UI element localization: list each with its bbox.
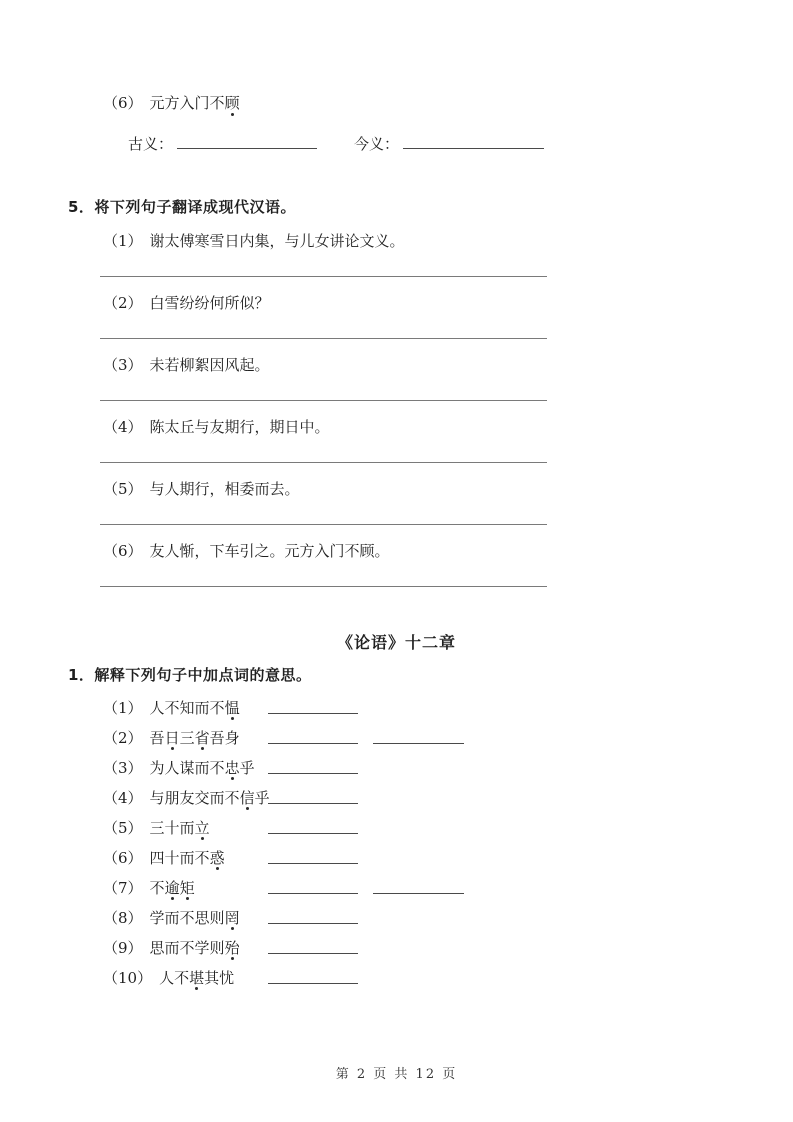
translation-item — [0, 357, 793, 401]
word-explanation-item — [0, 844, 793, 874]
item-text: 三十而 — [149, 819, 195, 837]
dotted-char: 堪 — [189, 969, 205, 987]
item-number: （2） — [103, 729, 143, 747]
item-text: 乎 — [254, 789, 270, 807]
item-number: （6） — [103, 849, 143, 867]
item-text: 乎 — [239, 759, 255, 777]
item-text: 与人期行，相委而去。 — [149, 480, 300, 498]
dotted-char: 顾 — [224, 94, 240, 112]
answer-blank — [268, 820, 358, 834]
item-text: 学而不思则 — [149, 909, 225, 927]
word-explanation-item — [0, 964, 793, 994]
word-explanation-item — [0, 724, 793, 754]
translation-sentence — [103, 295, 793, 312]
item-number: （5） — [103, 819, 143, 837]
answer-blank — [268, 850, 358, 864]
item-number: （4） — [103, 418, 143, 436]
word-explanation-item — [0, 904, 793, 934]
item-number: （2） — [103, 294, 143, 312]
answer-line — [100, 524, 547, 525]
word-explanation-item — [0, 694, 793, 724]
item-text: 四十而不 — [149, 849, 210, 867]
answer-line — [100, 276, 547, 277]
answer-blank — [268, 790, 358, 804]
dotted-char: 矩 — [179, 879, 195, 897]
modern-meaning-label: 今义： — [354, 135, 400, 153]
answer-blank — [268, 730, 358, 744]
answer-blank — [268, 940, 358, 954]
word-explanation-item — [0, 874, 793, 904]
item-text: 人不知而不 — [149, 699, 225, 717]
answer-blank-2 — [373, 730, 464, 744]
dotted-char: 信 — [239, 789, 255, 807]
page-footer: 第 2 页 共 12 页 — [335, 1067, 458, 1082]
item-number: （9） — [103, 939, 143, 957]
dotted-char: 惑 — [209, 849, 225, 867]
translation-item — [0, 481, 793, 525]
translation-item — [0, 233, 793, 277]
item-text: 思而不学则 — [149, 939, 225, 957]
item-number: （6） — [103, 542, 143, 560]
translation-sentence — [103, 481, 793, 498]
item-text: 不 — [149, 879, 165, 897]
answer-line — [100, 400, 547, 401]
item-number: （5） — [103, 480, 143, 498]
ancient-modern-meaning-row — [128, 135, 544, 153]
item-number: （4） — [103, 789, 143, 807]
translation-sentence — [103, 419, 793, 436]
ancient-meaning-label: 古义： — [128, 135, 174, 153]
modern-meaning-blank — [403, 135, 544, 149]
item-text: 其忧 — [204, 969, 235, 987]
translation-item — [0, 419, 793, 463]
answer-line — [100, 586, 547, 587]
item-number: （1） — [103, 232, 143, 250]
item-number: （6） — [103, 94, 143, 112]
item-text: 谢太傅寒雪日内集，与儿女讲论文义。 — [149, 232, 405, 250]
translation-list — [0, 215, 793, 587]
word-explanation-item — [0, 754, 793, 784]
item-text: 元方入门不 — [149, 94, 225, 112]
dotted-char: 罔 — [224, 909, 240, 927]
dotted-char: 殆 — [224, 939, 240, 957]
answer-line — [100, 338, 547, 339]
answer-blank — [268, 970, 358, 984]
dotted-char: 逾 — [164, 879, 180, 897]
answer-blank-2 — [373, 880, 464, 894]
answer-blank — [268, 910, 358, 924]
item-number: （10） — [103, 969, 153, 987]
dotted-char: 日 — [164, 729, 180, 747]
answer-blank — [268, 880, 358, 894]
translation-item — [0, 295, 793, 339]
answer-blank — [268, 700, 358, 714]
item-text: 白雪纷纷何所似？ — [149, 294, 270, 312]
translation-sentence — [103, 543, 793, 560]
item-number: （8） — [103, 909, 143, 927]
translation-sentence — [103, 233, 793, 250]
item-text: 吾 — [149, 729, 165, 747]
item-number: （3） — [103, 356, 143, 374]
ancient-meaning-blank — [177, 135, 317, 149]
word-explanation-item — [0, 814, 793, 844]
lunyu-question-1-heading: 1．解释下列句子中加点词的意思。 — [68, 666, 312, 684]
item-text: 未若柳絮因风起。 — [149, 356, 270, 374]
item-number: （7） — [103, 879, 143, 897]
answer-blank — [268, 760, 358, 774]
dotted-char: 省 — [194, 729, 210, 747]
item-text: 为人谋而不 — [149, 759, 225, 777]
item-text: 三 — [179, 729, 195, 747]
word-explanation-item — [0, 784, 793, 814]
translation-item — [0, 543, 793, 587]
prev-question-item-6 — [103, 95, 240, 112]
item-text: 陈太丘与友期行，期日中。 — [149, 418, 330, 436]
item-number: （1） — [103, 699, 143, 717]
lunyu-section-title: 《论语》十二章 — [336, 633, 456, 652]
item-number: （3） — [103, 759, 143, 777]
item-text: 人不 — [159, 969, 190, 987]
dotted-char: 愠 — [224, 699, 240, 717]
dotted-char: 立 — [194, 819, 210, 837]
translation-sentence — [103, 357, 793, 374]
item-text: 吾身 — [209, 729, 240, 747]
dotted-char: 忠 — [224, 759, 240, 777]
answer-line — [100, 462, 547, 463]
question-5-heading: 5．将下列句子翻译成现代汉语。 — [68, 198, 296, 216]
item-text: 友人惭，下车引之。元方入门不顾。 — [149, 542, 390, 560]
item-text: 与朋友交而不 — [149, 789, 240, 807]
word-explanation-list — [0, 694, 793, 994]
word-explanation-item — [0, 934, 793, 964]
